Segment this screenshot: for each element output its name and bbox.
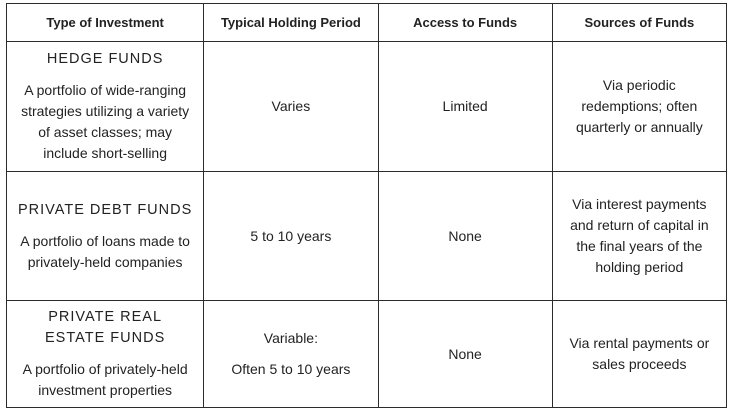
holding-period-cell: [204, 42, 378, 172]
header-typical-holding-period: Typical Holding Period: [204, 4, 378, 42]
sources-cell: Via interest payments and return of capital in the final years of the holding period: [552, 172, 726, 301]
type-description: A portfolio of privately-held investment properties: [22, 361, 188, 398]
type-cell: [7, 42, 204, 172]
type-cell: [7, 301, 204, 408]
sources-cell: Via rental payments or sales proceeds: [552, 301, 726, 408]
type-name: PRIVATE REAL ESTATE FUNDS: [45, 309, 166, 346]
holding-period-text: Varies: [271, 98, 311, 114]
sources-cell: Via periodic redemptions; often quarterly or annually: [552, 42, 726, 172]
holding-period-text: Variable:: [263, 330, 318, 346]
type-description: A portfolio of loans made to privately-held companies: [20, 232, 190, 270]
access-cell: None: [378, 172, 552, 301]
access-cell: Limited: [378, 42, 552, 172]
type-name: HEDGE FUNDS: [46, 51, 164, 67]
access-cell: None: [378, 301, 552, 408]
header-row: [7, 4, 727, 42]
investment-comparison-table: [6, 3, 727, 408]
table-row-private-debt-funds: [7, 172, 727, 301]
holding-period-cell: [204, 172, 378, 301]
type-description: A portfolio of wide-ranging strategies utilizing a variety of asset classes; may include short-selling: [21, 82, 190, 161]
table-row-hedge-funds: [7, 42, 727, 172]
type-cell: [7, 172, 204, 301]
header-sources-of-funds: Sources of Funds: [552, 4, 726, 42]
header-type-of-investment: Type of Investment: [7, 4, 204, 42]
holding-period-text: 5 to 10 years: [250, 227, 332, 244]
holding-period-text: Often 5 to 10 years: [231, 361, 351, 377]
type-name: PRIVATE DEBT FUNDS: [17, 201, 193, 218]
holding-period-cell: [204, 301, 378, 408]
table-row-private-real-estate-funds: [7, 301, 727, 408]
header-access-to-funds: Access to Funds: [378, 4, 552, 42]
